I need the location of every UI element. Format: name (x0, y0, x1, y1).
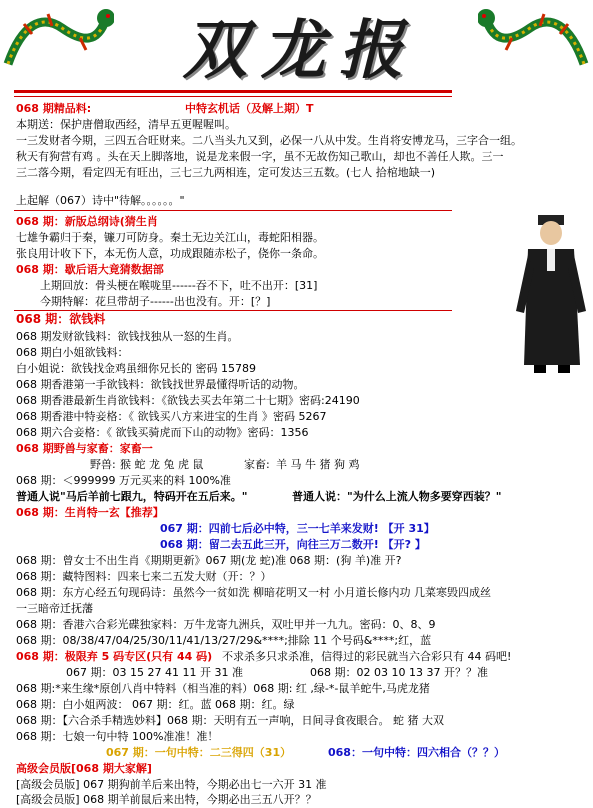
common-saying-1: 普通人说"马后羊前七跟九，特码开在五后来。" (16, 490, 248, 503)
sec1-headline: 中特玄机话（及解上期）T (185, 102, 314, 115)
sec7-label: 高级会员版[068 期大家解] (16, 762, 152, 775)
sec6-blue-1: 067 期：四前七后必中特，三一七羊来发财! 【开 31】 (160, 522, 435, 535)
kill-067: 067 期：03 15 27 41 11 开 31 准 (66, 666, 243, 679)
sec3-line: 上期回放：骨头梗在喉咙里------吞不下，吐不出开：[31] (40, 279, 318, 292)
title-rule-thin (14, 96, 452, 97)
sec5-label: 068 期野兽与家畜：家畜一 (16, 442, 153, 455)
sec6-line: 068 期：东方心经五句现码诗：虽然今一贫如洗 柳暗花明又一村 小月道长修内功 几菜寒毁四成丝 (16, 586, 491, 599)
sec3-label: 068 期：歇后语大竟猜数据部 (16, 263, 164, 276)
kill-068: 068 期：02 03 10 13 37 开？？准 (310, 666, 488, 679)
sec6-line: 068 期：曾女士不出生肖《期期更新》067 期(龙 蛇)准 068 期：(狗 羊)准 开? (16, 554, 402, 567)
sec2-label: 068 期：新版总纲诗(猜生肖 (16, 215, 158, 228)
sec4-label: 068 期：欲钱料 (16, 312, 106, 326)
sec4-line: 068 期六合妾格：《 欲钱买骑虎而下山的动物》密码：1356 (16, 426, 309, 439)
sec1-line: 三二落今期，看定四无有旺出，三七三九两相连，定可发达三五数。(七人 拾棺地缺一) (16, 166, 436, 179)
sec6-line: 068 期:*来生缘*原创八肖中特料（相当准的料）068 期: 红 ,绿-*-鼠羊蛇牛,马虎龙猪 (16, 682, 430, 695)
sec6-line: 068 期：08/38/47/04/25/30/11/41/13/27/29&****;排除 11 个号码&****;红，蓝 (16, 634, 432, 647)
sec2-line: 张良用计收下下，本无伤人意，功成跟随赤松子，侥你一条命。 (16, 247, 324, 260)
kill-label: 068 期：极限弃 5 码专区(只有 44 码) (16, 650, 213, 663)
sec6-line: 068 期：七娘一句中特 100%准准！准！ (16, 730, 219, 743)
sec4-line: 068 期香港最新生肖欲钱料：《欲钱去买去年第二十七期》密码:24190 (16, 394, 360, 407)
sec1-label: 068 期精品料: (16, 102, 92, 115)
divider (14, 210, 452, 211)
sec2-line: 七雄争霸归于秦，镰刀可防身。秦土无边关江山，毒蛇阳相器。 (16, 231, 324, 244)
sec4-line: 068 期香港第一手欲钱料：欲钱找世界最懂得听话的动物。 (16, 378, 305, 391)
page-title: 双龙报 (183, 13, 417, 88)
sec7-line: [高级会员版] 068 期羊前鼠后来出特，今期必出三五八开？？ (16, 793, 317, 806)
sec6-line: 068 期：藏特图料：四来七来二五发大财（开：？） (16, 570, 272, 583)
wild-label: 野兽: (90, 458, 116, 471)
common-saying-2: 普通人说："为什么上流人物多要穿西装？" (292, 490, 502, 503)
domestic-list: 羊 马 牛 猪 狗 鸡 (276, 458, 360, 471)
sec3-line: 今期特解：花旦带胡子------出也没有。开：[？] (40, 295, 271, 308)
sec4-line: 068 期香港中特妾格：《 欲钱买八方来进宝的生肖 》密码 5267 (16, 410, 327, 423)
sec1-answer: 上起解（067）诗中"待解。。。。。。" (16, 194, 185, 207)
left-dragon-icon (2, 4, 114, 76)
sec6-line: 068 期：【六合杀手精选妙料】068 期：天明有五一声响，日间寻食夜眼合。 蛇 猪 大双 (16, 714, 444, 727)
sec4-line: 白小姐说：欲钱找金鸡虽细你兄长的 密码 15789 (16, 362, 256, 375)
oneliner-067: 067 期：一句中特：二三得四（31） (106, 746, 292, 759)
sec1-line: 一三发财者今期，三四五合旺财来。二八当头九又到，必保一八从中发。生肖将安博龙马，三字合一组。 (16, 134, 522, 147)
domestic-label: 家畜: (244, 458, 270, 471)
person-illustration (514, 215, 590, 375)
sec6-blue-2: 068 期：留二去五此三开，向往三万二数开! 【开? 】 (160, 538, 426, 551)
sec1-line: 本期送：保护唐僧取西经，清早五更喔喔叫。 (16, 118, 236, 131)
sec6-hk: 068 期：香港六合彩光碟独家料：万牛龙寄九洲兵，双吐甲并一九九。密码：0、8、9 (16, 618, 436, 631)
wild-list: 猴 蛇 龙 兔 虎 鼠 (120, 458, 204, 471)
sec1-line: 秋天有狗营有鸡 。头在天上脚落地，说是龙来假一字，虽不无故伤知己歌山，却也不善任人欺。三一 (16, 150, 504, 163)
sec7-line: [高级会员版] 067 期狗前羊后来出特，今期必出七一六开 31 准 (16, 778, 327, 791)
sec4-line: 068 期白小姐欲钱料： (16, 346, 129, 359)
kill-text: 不求杀多只求杀准，信得过的彩民就当六合彩只有 44 码吧! (222, 650, 512, 663)
right-dragon-icon (478, 4, 590, 76)
sec6-label: 068 期：生肖特一玄【推荐】 (16, 506, 164, 519)
million-line: 068 期：＜999999 万元买来的料 100%准 (16, 474, 231, 487)
oneliner-068: 068：一句中特：四六相合（？？） (328, 746, 505, 759)
sec6-line: 068 期：白小姐两波： 067 期：红。蓝 068 期：红。绿 (16, 698, 295, 711)
sec6-line: 一三暗帝迁抚藩 (16, 602, 93, 615)
sec4-line: 068 期发财欲钱料：欲钱找独从一怒的生肖。 (16, 330, 239, 343)
divider (14, 310, 452, 311)
title-rule (14, 90, 452, 93)
